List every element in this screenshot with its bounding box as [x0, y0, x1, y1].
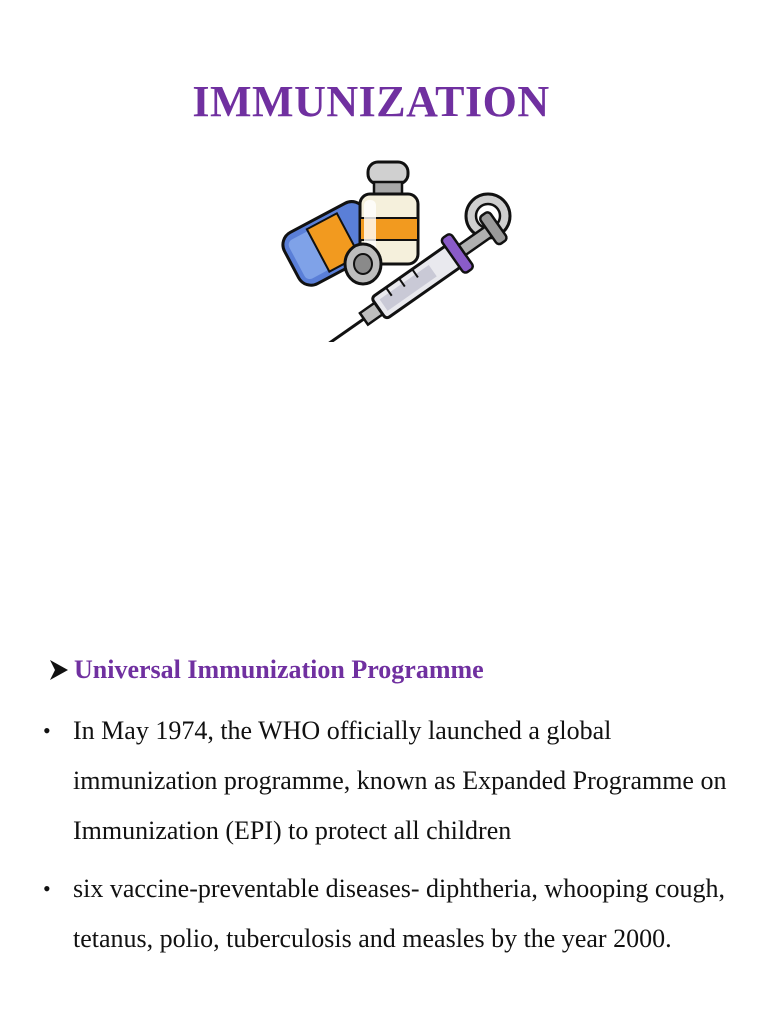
section-heading-text: Universal Immunization Programme: [74, 655, 484, 684]
vaccine-clipart-icon: [278, 156, 514, 342]
bullet-text: In May 1974, the WHO officially launched a global immunization programme, known as Expanded Programme on Immunization (EPI) to protect all children: [73, 716, 727, 845]
bullet-text: six vaccine-preventable diseases- diphtheria, whooping cough, tetanus, polio, tuberculosis and measles by the year 2000.: [73, 874, 725, 953]
section-heading: [48, 655, 748, 685]
arrow-bullet-icon: [48, 658, 70, 682]
bullet-dot-icon: •: [43, 718, 51, 743]
list-item: [36, 864, 748, 964]
bullet-dot-icon: •: [43, 876, 51, 901]
bullet-list: [36, 706, 748, 972]
list-item: [36, 706, 748, 856]
page-title: IMMUNIZATION: [192, 77, 550, 126]
